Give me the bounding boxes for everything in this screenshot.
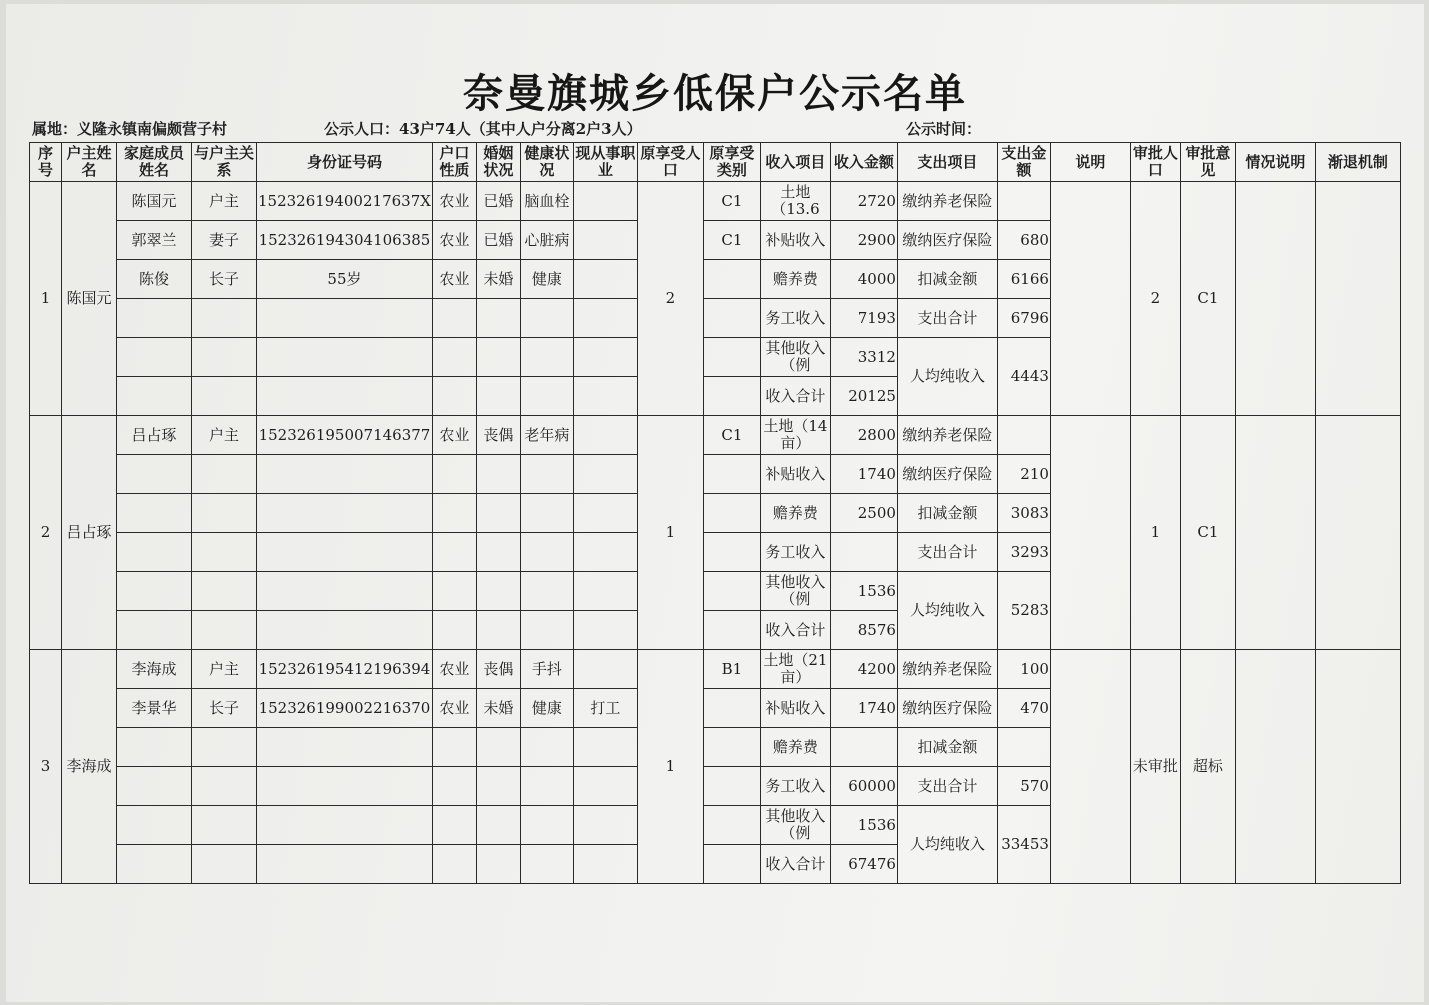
phase-out-mechanism — [1315, 650, 1400, 884]
expense-item: 扣减金额 — [897, 728, 997, 767]
member-health — [520, 455, 573, 494]
expense-item: 缴纳医疗保险 — [897, 689, 997, 728]
member-id-number: 55岁 — [257, 260, 433, 299]
member-hukou: 农业 — [432, 416, 476, 455]
income-amount: 2900 — [830, 221, 897, 260]
expense-item: 缴纳医疗保险 — [897, 221, 997, 260]
member-marital — [476, 455, 520, 494]
population-label: 公示人口：43户74人（其中人户分离2户3人） — [324, 120, 642, 138]
member-marital — [476, 767, 520, 806]
member-job — [573, 650, 637, 689]
income-item: 其他收入（例 — [760, 806, 830, 845]
expense-amount: 680 — [997, 221, 1050, 260]
household-head-name: 陈国元 — [62, 182, 117, 416]
member-health: 脑血栓 — [520, 182, 573, 221]
header-cell-6: 婚姻状况 — [476, 143, 520, 182]
member-relation — [192, 728, 257, 767]
original-category — [703, 806, 760, 845]
income-item: 补贴收入 — [760, 689, 830, 728]
member-name — [117, 767, 192, 806]
member-relation: 户主 — [192, 650, 257, 689]
header-cell-0: 序号 — [30, 143, 62, 182]
member-job — [573, 845, 637, 884]
member-id-number — [257, 572, 433, 611]
member-job — [573, 806, 637, 845]
income-item: 土地（13.6 — [760, 182, 830, 221]
expense-item: 支出合计 — [897, 299, 997, 338]
expense-item: 缴纳养老保险 — [897, 182, 997, 221]
member-id-number — [257, 767, 433, 806]
member-job — [573, 182, 637, 221]
member-hukou — [432, 533, 476, 572]
expense-item: 缴纳医疗保险 — [897, 455, 997, 494]
expense-item: 扣减金额 — [897, 494, 997, 533]
income-amount: 67476 — [830, 845, 897, 884]
member-hukou: 农业 — [432, 182, 476, 221]
income-amount: 2720 — [830, 182, 897, 221]
original-category — [703, 260, 760, 299]
member-name — [117, 299, 192, 338]
member-job — [573, 767, 637, 806]
income-amount: 60000 — [830, 767, 897, 806]
expense-amount: 3293 — [997, 533, 1050, 572]
original-population: 1 — [637, 416, 703, 650]
income-item: 其他收入（例 — [760, 338, 830, 377]
expense-amount: 33453 — [997, 806, 1050, 884]
income-amount: 1536 — [830, 806, 897, 845]
header-cell-18: 情况说明 — [1235, 143, 1315, 182]
member-health — [520, 728, 573, 767]
member-job — [573, 494, 637, 533]
expense-amount — [997, 182, 1050, 221]
income-amount: 8576 — [830, 611, 897, 650]
member-name: 陈国元 — [117, 182, 192, 221]
member-id-number — [257, 845, 433, 884]
income-item: 务工收入 — [760, 533, 830, 572]
member-id-number — [257, 494, 433, 533]
header-cell-19: 渐退机制 — [1315, 143, 1400, 182]
income-item: 务工收入 — [760, 767, 830, 806]
header-cell-11: 收入项目 — [760, 143, 830, 182]
expense-amount: 210 — [997, 455, 1050, 494]
income-amount: 3312 — [830, 338, 897, 377]
member-marital — [476, 611, 520, 650]
member-name — [117, 455, 192, 494]
member-name — [117, 728, 192, 767]
member-hukou — [432, 845, 476, 884]
member-job — [573, 728, 637, 767]
member-hukou — [432, 611, 476, 650]
member-id-number — [257, 299, 433, 338]
income-amount: 1740 — [830, 689, 897, 728]
member-marital — [476, 728, 520, 767]
expense-item: 缴纳养老保险 — [897, 416, 997, 455]
approved-population: 2 — [1130, 182, 1180, 416]
expense-amount: 5283 — [997, 572, 1050, 650]
income-item: 务工收入 — [760, 299, 830, 338]
member-hukou: 农业 — [432, 221, 476, 260]
member-name — [117, 611, 192, 650]
table-row — [30, 650, 1401, 689]
expense-amount: 100 — [997, 650, 1050, 689]
original-category — [703, 572, 760, 611]
approval-opinion: C1 — [1180, 182, 1235, 416]
member-relation — [192, 767, 257, 806]
member-hukou: 农业 — [432, 260, 476, 299]
member-marital: 丧偶 — [476, 650, 520, 689]
income-item: 收入合计 — [760, 377, 830, 416]
household-head-name: 李海成 — [62, 650, 117, 884]
header-cell-14: 支出金额 — [997, 143, 1050, 182]
member-id-number — [257, 611, 433, 650]
member-job — [573, 221, 637, 260]
income-item: 赡养费 — [760, 260, 830, 299]
member-name: 李海成 — [117, 650, 192, 689]
expense-amount: 570 — [997, 767, 1050, 806]
member-name — [117, 494, 192, 533]
original-category: C1 — [703, 221, 760, 260]
household-seq: 1 — [30, 182, 62, 416]
original-category — [703, 494, 760, 533]
original-category — [703, 728, 760, 767]
original-category — [703, 533, 760, 572]
income-item: 土地（14亩） — [760, 416, 830, 455]
income-item: 土地（21亩） — [760, 650, 830, 689]
member-health — [520, 572, 573, 611]
expense-amount: 6796 — [997, 299, 1050, 338]
header-cell-7: 健康状况 — [520, 143, 573, 182]
header-cell-13: 支出项目 — [897, 143, 997, 182]
member-name — [117, 572, 192, 611]
member-name — [117, 533, 192, 572]
expense-amount — [997, 728, 1050, 767]
member-hukou — [432, 338, 476, 377]
original-population: 1 — [637, 650, 703, 884]
member-marital: 未婚 — [476, 689, 520, 728]
member-job — [573, 572, 637, 611]
member-marital — [476, 572, 520, 611]
member-job — [573, 377, 637, 416]
member-health: 健康 — [520, 689, 573, 728]
approved-population: 1 — [1130, 416, 1180, 650]
member-marital — [476, 338, 520, 377]
member-job — [573, 611, 637, 650]
member-hukou: 农业 — [432, 689, 476, 728]
original-category — [703, 767, 760, 806]
table-row — [30, 416, 1401, 455]
member-relation — [192, 611, 257, 650]
header-cell-4: 身份证号码 — [257, 143, 433, 182]
header-cell-2: 家庭成员姓名 — [117, 143, 192, 182]
approval-opinion: 超标 — [1180, 650, 1235, 884]
header-cell-12: 收入金额 — [830, 143, 897, 182]
member-health — [520, 338, 573, 377]
member-hukou — [432, 806, 476, 845]
explanation — [1050, 416, 1130, 650]
member-marital: 丧偶 — [476, 416, 520, 455]
situation-note — [1235, 416, 1315, 650]
member-name: 郭翠兰 — [117, 221, 192, 260]
household-seq: 2 — [30, 416, 62, 650]
member-marital — [476, 377, 520, 416]
member-relation: 妻子 — [192, 221, 257, 260]
explanation — [1050, 650, 1130, 884]
member-id-number: 15232619400217637X — [257, 182, 433, 221]
expense-amount: 4443 — [997, 338, 1050, 416]
member-marital: 已婚 — [476, 182, 520, 221]
situation-note — [1235, 182, 1315, 416]
member-id-number — [257, 338, 433, 377]
member-health: 手抖 — [520, 650, 573, 689]
original-category — [703, 845, 760, 884]
table-row — [30, 182, 1401, 221]
member-relation: 长子 — [192, 260, 257, 299]
income-item: 收入合计 — [760, 845, 830, 884]
original-category: C1 — [703, 416, 760, 455]
member-hukou — [432, 299, 476, 338]
original-category — [703, 689, 760, 728]
header-cell-16: 审批人口 — [1130, 143, 1180, 182]
page-title: 奈曼旗城乡低保户公示名单 — [463, 71, 967, 117]
member-name — [117, 845, 192, 884]
member-job: 打工 — [573, 689, 637, 728]
member-name: 李景华 — [117, 689, 192, 728]
member-health — [520, 767, 573, 806]
expense-item: 人均纯收入 — [897, 572, 997, 650]
member-relation: 户主 — [192, 182, 257, 221]
member-name — [117, 377, 192, 416]
income-amount: 1740 — [830, 455, 897, 494]
member-marital — [476, 806, 520, 845]
income-item: 其他收入（例 — [760, 572, 830, 611]
member-job — [573, 299, 637, 338]
member-id-number — [257, 806, 433, 845]
member-relation — [192, 572, 257, 611]
member-relation — [192, 455, 257, 494]
member-hukou — [432, 572, 476, 611]
member-marital — [476, 845, 520, 884]
approval-opinion: C1 — [1180, 416, 1235, 650]
member-marital — [476, 494, 520, 533]
member-job — [573, 533, 637, 572]
income-amount: 2500 — [830, 494, 897, 533]
original-category — [703, 338, 760, 377]
member-relation — [192, 299, 257, 338]
header-cell-3: 与户主关系 — [192, 143, 257, 182]
expense-item: 支出合计 — [897, 533, 997, 572]
income-item: 补贴收入 — [760, 455, 830, 494]
phase-out-mechanism — [1315, 416, 1400, 650]
member-marital — [476, 299, 520, 338]
income-amount: 20125 — [830, 377, 897, 416]
original-category: B1 — [703, 650, 760, 689]
income-amount: 1536 — [830, 572, 897, 611]
member-marital: 已婚 — [476, 221, 520, 260]
member-relation — [192, 377, 257, 416]
expense-item: 缴纳养老保险 — [897, 650, 997, 689]
income-item: 收入合计 — [760, 611, 830, 650]
expense-item: 人均纯收入 — [897, 806, 997, 884]
member-health — [520, 845, 573, 884]
member-hukou — [432, 455, 476, 494]
member-health — [520, 299, 573, 338]
member-job — [573, 338, 637, 377]
member-health: 健康 — [520, 260, 573, 299]
member-id-number: 152326195007146377 — [257, 416, 433, 455]
income-item: 赡养费 — [760, 494, 830, 533]
member-relation: 户主 — [192, 416, 257, 455]
header-cell-5: 户口性质 — [432, 143, 476, 182]
member-relation — [192, 338, 257, 377]
income-amount: 2800 — [830, 416, 897, 455]
header-cell-15: 说明 — [1050, 143, 1130, 182]
time-label: 公示时间： — [906, 120, 982, 138]
expense-amount — [997, 416, 1050, 455]
member-health: 老年病 — [520, 416, 573, 455]
member-health — [520, 611, 573, 650]
member-health — [520, 806, 573, 845]
member-job — [573, 260, 637, 299]
household-seq: 3 — [30, 650, 62, 884]
original-category — [703, 299, 760, 338]
expense-amount: 6166 — [997, 260, 1050, 299]
income-amount: 4000 — [830, 260, 897, 299]
member-health — [520, 533, 573, 572]
expense-amount: 3083 — [997, 494, 1050, 533]
member-health: 心脏病 — [520, 221, 573, 260]
member-health — [520, 494, 573, 533]
income-amount: 4200 — [830, 650, 897, 689]
header-cell-10: 原享受类别 — [703, 143, 760, 182]
member-id-number: 152326199002216370 — [257, 689, 433, 728]
expense-item: 人均纯收入 — [897, 338, 997, 416]
member-relation — [192, 806, 257, 845]
member-job — [573, 455, 637, 494]
member-marital: 未婚 — [476, 260, 520, 299]
header-cell-8: 现从事职业 — [573, 143, 637, 182]
member-health — [520, 377, 573, 416]
income-amount — [830, 728, 897, 767]
member-relation — [192, 533, 257, 572]
member-id-number — [257, 728, 433, 767]
member-id-number: 152326195412196394 — [257, 650, 433, 689]
original-category — [703, 377, 760, 416]
member-name: 吕占琢 — [117, 416, 192, 455]
member-relation — [192, 845, 257, 884]
member-name: 陈俊 — [117, 260, 192, 299]
header-cell-17: 审批意见 — [1180, 143, 1235, 182]
original-category — [703, 611, 760, 650]
member-hukou: 农业 — [432, 650, 476, 689]
member-relation: 长子 — [192, 689, 257, 728]
member-id-number — [257, 377, 433, 416]
member-hukou — [432, 728, 476, 767]
household-head-name: 吕占琢 — [62, 416, 117, 650]
original-category — [703, 455, 760, 494]
header-cell-9: 原享受人口 — [637, 143, 703, 182]
member-relation — [192, 494, 257, 533]
original-population: 2 — [637, 182, 703, 416]
location-label: 属地：义隆永镇南偏颇营子村 — [32, 120, 228, 138]
income-amount — [830, 533, 897, 572]
member-hukou — [432, 767, 476, 806]
low-income-table — [29, 142, 1401, 884]
phase-out-mechanism — [1315, 182, 1400, 416]
explanation — [1050, 182, 1130, 416]
expense-amount: 470 — [997, 689, 1050, 728]
income-item: 补贴收入 — [760, 221, 830, 260]
member-name — [117, 338, 192, 377]
header-cell-1: 户主姓名 — [62, 143, 117, 182]
member-hukou — [432, 377, 476, 416]
approved-population: 未审批 — [1130, 650, 1180, 884]
situation-note — [1235, 650, 1315, 884]
table-header-row — [30, 143, 1401, 182]
member-marital — [476, 533, 520, 572]
member-id-number — [257, 533, 433, 572]
member-name — [117, 806, 192, 845]
income-item: 赡养费 — [760, 728, 830, 767]
member-job — [573, 416, 637, 455]
member-hukou — [432, 494, 476, 533]
member-id-number: 152326194304106385 — [257, 221, 433, 260]
expense-item: 支出合计 — [897, 767, 997, 806]
expense-item: 扣减金额 — [897, 260, 997, 299]
member-id-number — [257, 455, 433, 494]
original-category: C1 — [703, 182, 760, 221]
income-amount: 7193 — [830, 299, 897, 338]
